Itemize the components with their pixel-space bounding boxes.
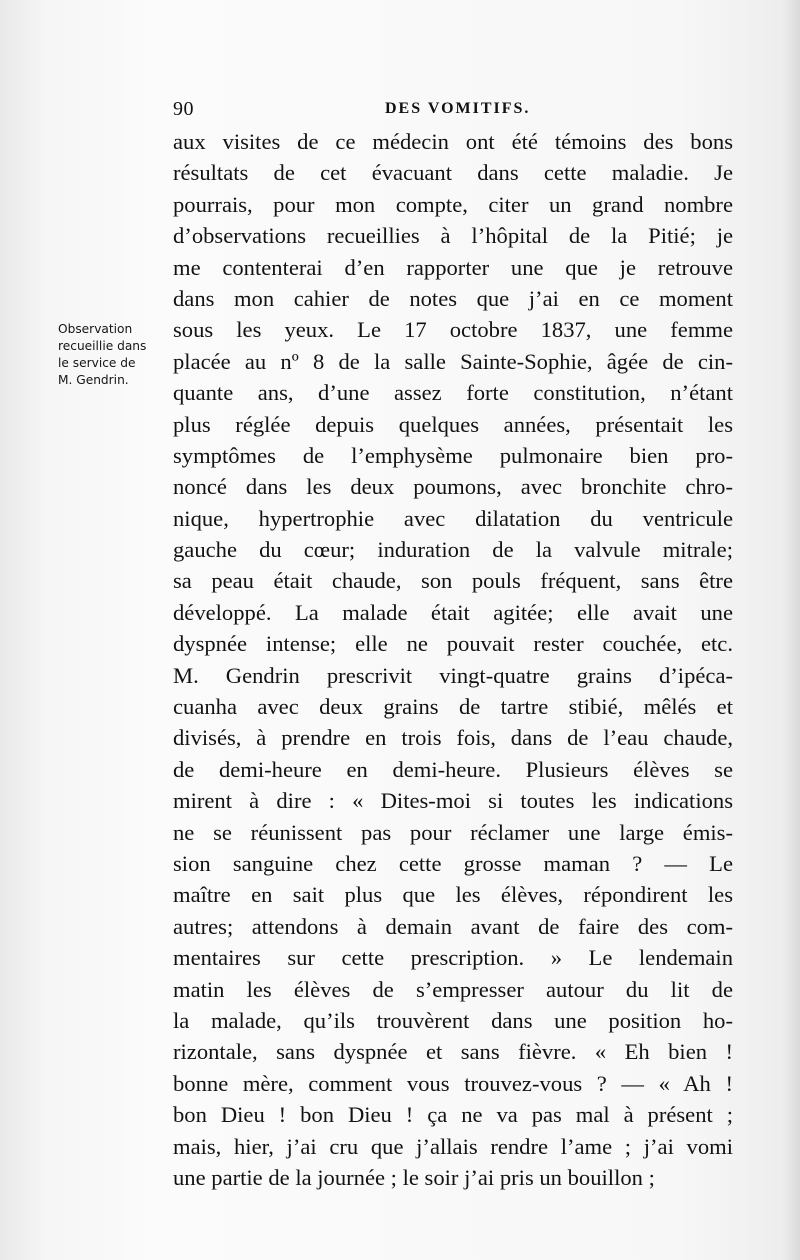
text-line: matin les élèves de s’empresser autour du lit de <box>173 976 733 1002</box>
text-line: cuanha avec deux grains de tartre stibié, mêlés et <box>173 694 733 720</box>
text-line: de demi-heure en demi-heure. Plusieurs élèves se <box>173 756 733 782</box>
text-line: une partie de la journée ; le soir j’ai pris un bouillon ; <box>173 1164 655 1190</box>
text-line: M. Gendrin prescrivit vingt-quatre grains d’ipéca- <box>173 662 733 688</box>
text-line: maître en sait plus que les élèves, répondirent les <box>173 882 733 908</box>
text-line: nique, hypertrophie avec dilatation du ventricule <box>173 505 733 531</box>
margin-note-line: recueillie dans <box>58 339 147 353</box>
text-line: sous les yeux. Le 17 octobre 1837, une femme <box>173 317 733 343</box>
text-line: gauche du cœur; induration de la valvule mitrale; <box>173 537 733 563</box>
body-text <box>173 126 733 1193</box>
text-line: mais, hier, j’ai cru que j’allais rendre l’ame ; j’ai vomi <box>173 1133 733 1159</box>
text-line: plus réglée depuis quelques années, présentait les <box>173 411 733 437</box>
text-line: sa peau était chaude, son pouls fréquent, sans être <box>173 568 733 594</box>
text-line: me contenterai d’en rapporter une que je retrouve <box>173 254 733 280</box>
text-line: la malade, qu’ils trouvèrent dans une position ho- <box>173 1007 733 1033</box>
text-line: résultats de cet évacuant dans cette maladie. Je <box>173 160 733 186</box>
text-line: divisés, à prendre en trois fois, dans de l’eau chaude, <box>173 725 733 751</box>
margin-note-line: M. Gendrin. <box>58 373 129 387</box>
text-line: ne se réunissent pas pour réclamer une large émis- <box>173 819 733 845</box>
text-line: noncé dans les deux poumons, avec bronchite chro- <box>173 474 733 500</box>
margin-note <box>58 321 168 389</box>
text-line: pourrais, pour mon compte, citer un grand nombre <box>173 191 733 217</box>
text-line: quante ans, d’une assez forte constitution, n’étant <box>173 380 733 406</box>
text-line: d’observations recueillies à l’hôpital de la Pitié; je <box>173 223 733 249</box>
text-line: sion sanguine chez cette grosse maman ? — Le <box>173 850 733 876</box>
text-line: mirent à dire : « Dites-moi si toutes les indications <box>173 788 733 814</box>
text-line: développé. La malade était agitée; elle avait une <box>173 599 733 625</box>
text-line: autres; attendons à demain avant de faire des com- <box>173 913 733 939</box>
margin-note-line: Observation <box>58 322 133 336</box>
text-line: bon Dieu ! bon Dieu ! ça ne va pas mal à présent ; <box>173 1102 733 1128</box>
margin-note-line: le service de <box>58 356 136 370</box>
text-line: rizontale, sans dyspnée et sans fièvre. « Eh bien ! <box>173 1039 733 1065</box>
text-line: bonne mère, comment vous trouvez-vous ? — « Ah ! <box>173 1070 733 1096</box>
running-title: DES VOMITIFS. <box>385 100 531 117</box>
text-line: aux visites de ce médecin ont été témoins des bons <box>173 129 733 154</box>
page-edge-shadow <box>782 0 800 1260</box>
running-head <box>173 98 725 122</box>
text-line: placée au nº 8 de la salle Sainte-Sophie, âgée de cin- <box>173 348 733 374</box>
text-line: symptômes de l’emphysème pulmonaire bien pro- <box>173 442 733 468</box>
text-line: dyspnée intense; elle ne pouvait rester couchée, etc. <box>173 631 733 657</box>
text-line: dans mon cahier de notes que j’ai en ce moment <box>173 285 733 311</box>
page-number: 90 <box>173 98 194 120</box>
text-line: mentaires sur cette prescription. » Le lendemain <box>173 945 733 971</box>
